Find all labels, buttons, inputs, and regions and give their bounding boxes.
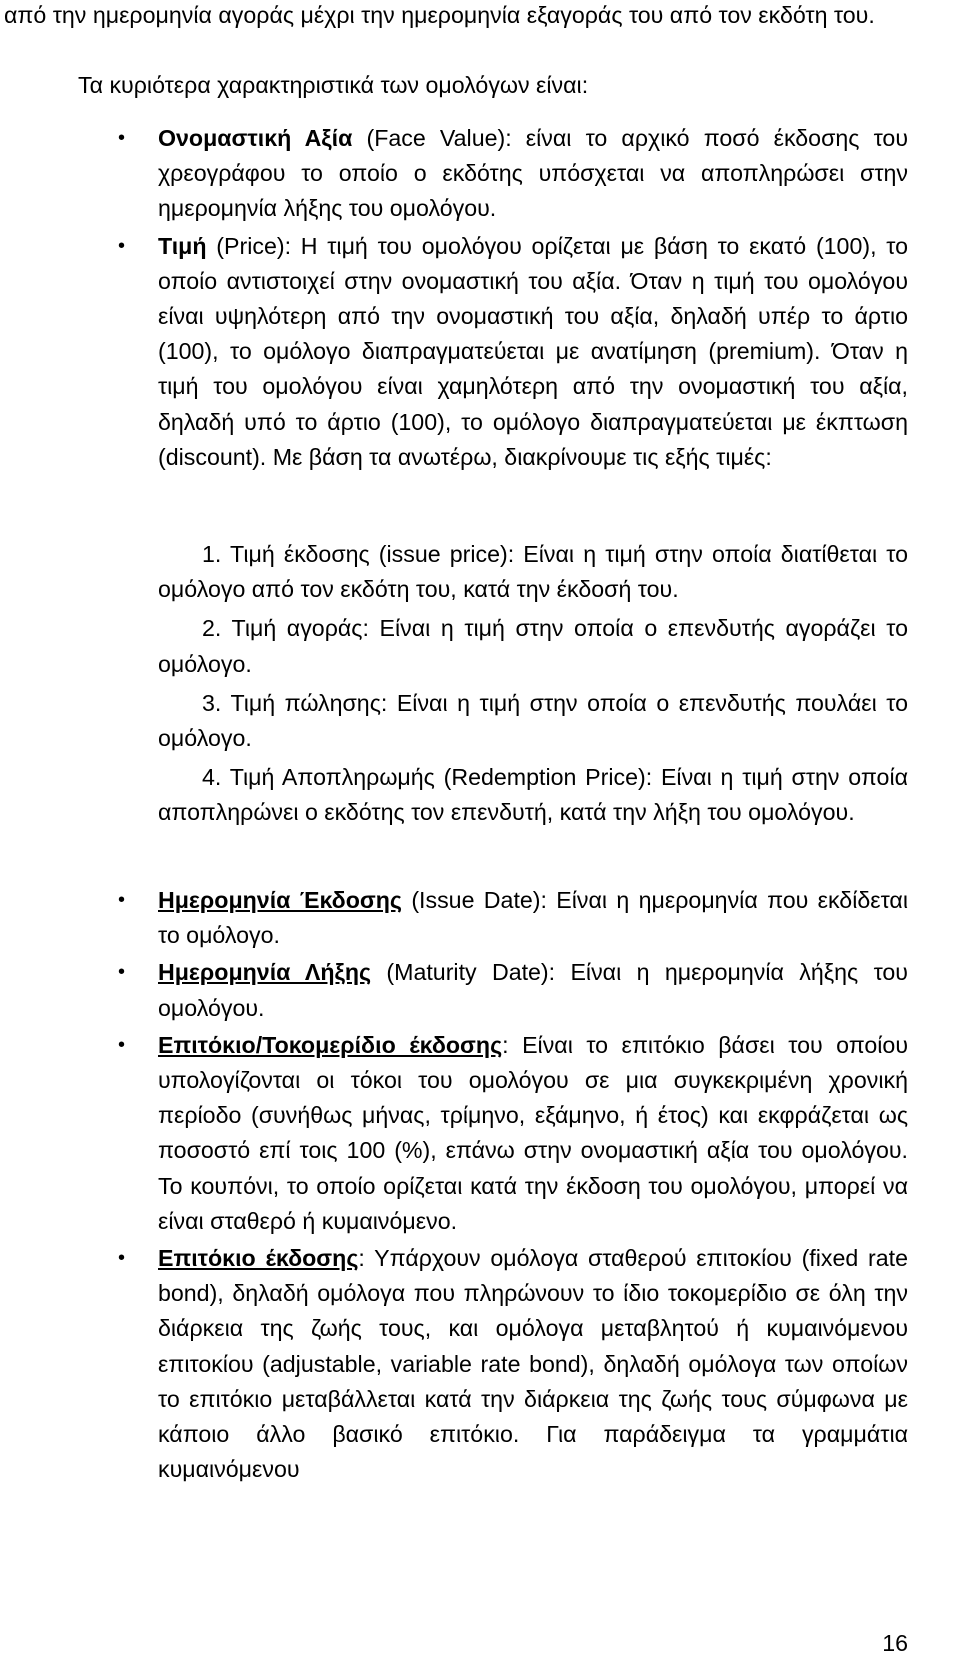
bullet-icon: •	[118, 127, 126, 149]
item-number: 1.	[202, 541, 222, 567]
list-item-issue-rate: • Επιτόκιο έκδοσης: Υπάρχουν ομόλογα σταθερού επιτοκίου (fixed rate bond), δηλαδή ομόλογα που πληρώνουν το ίδιο τοκομερίδιο σε όλη την διάρκεια της ζωής τους, και ομόλογα μεταβλητού ή κυμαινόμενου επιτοκίου (adjustable, variable rate bond), δηλαδή ομόλογα των οποίων το επιτόκιο μεταβάλλεται κατά την διάρκεια της ζωής τους σύμφωνα με κάποιο άλλο βασικό επιτόκιο. Για παράδειγμα τα γραμμάτια κυμαινόμενου	[158, 1241, 908, 1487]
bullet-icon: •	[118, 1033, 126, 1056]
paragraph-intro: Τα κυριότερα χαρακτηριστικά των ομολόγων είναι:	[78, 72, 589, 98]
price-types-list	[158, 537, 908, 835]
term-face-value: Ονομαστική Αξία	[158, 125, 353, 151]
item-number: 2.	[202, 615, 222, 642]
list-item-face-value: • Ονομαστική Αξία (Face Value): είναι το αρχικό ποσό έκδοσης του χρεογράφου το οποίο ο εκδότης υπόσχεται να αποπληρώσει στην ημερομηνία λήξης του ομολόγου.	[158, 121, 908, 227]
bullet-icon: •	[118, 1247, 126, 1270]
term-coupon: Επιτόκιο/Τοκομερίδιο έκδοσης	[158, 1031, 503, 1058]
list-item-issue-date: • Ημερομηνία Έκδοσης (Issue Date): Είναι η ημερομηνία που εκδίδεται το ομόλογο.	[158, 883, 908, 953]
item-number: 4.	[202, 764, 222, 791]
page-number: 16	[882, 1630, 908, 1656]
term-maturity-date: Ημερομηνία Λήξης	[158, 959, 372, 986]
term-issue-date: Ημερομηνία Έκδοσης	[158, 887, 402, 913]
paragraph-continuation: από την ημερομηνία αγοράς μέχρι την ημερομηνία εξαγοράς του από τον εκδότη του.	[4, 2, 875, 28]
list-item-maturity-date: • Ημερομηνία Λήξης (Maturity Date): Είναι η ημερομηνία λήξης του ομολόγου.	[158, 955, 908, 1025]
bullet-icon: •	[118, 961, 126, 984]
list-item-price: • Τιμή (Price): Η τιμή του ομολόγου ορίζεται με βάση το εκατό (100), το οποίο αντιστοιχεί στην ονομαστική του αξία. Όταν η τιμή του ομολόγου είναι υψηλότερη από την ονομαστική του αξία, δηλαδή υπέρ το άρτιο (100), το ομόλογο διαπραγματεύεται με ανατίμηση (premium). Όταν η τιμή του ομολόγου είναι χαμηλότερη από την ονομαστική του αξία, δηλαδή υπό το άρτιο (100), το ομόλογο διαπραγματεύεται με έκπτωση (discount). Με βάση τα ανωτέρω, διακρίνουμε τις εξής τιμές:	[158, 229, 908, 475]
term-issue-rate: Επιτόκιο έκδοσης	[158, 1245, 359, 1272]
characteristics-list-1	[118, 121, 908, 475]
list-item-issue-price: 1. Τιμή έκδοσης (issue price): Είναι η τιμή στην οποία διατίθεται το ομόλογο από τον εκδότη του, κατά την έκδοσή του.	[158, 541, 908, 603]
bullet-icon: •	[118, 889, 126, 911]
term-price: Τιμή	[158, 232, 207, 259]
list-item-redemption-price: 4. Τιμή Αποπληρωμής (Redemption Price): Είναι η τιμή στην οποία αποπληρώνει ο εκδότης τον επενδυτή, κατά την λήξη του ομολόγου.	[158, 764, 908, 826]
item-number: 3.	[202, 689, 222, 716]
list-item-coupon: • Επιτόκιο/Τοκομερίδιο έκδοσης: Είναι το επιτόκιο βάσει του οποίου υπολογίζονται οι τόκοι του ομολόγου σε μια συγκεκριμένη χρονική περίοδο (συνήθως μήνας, τρίμηνο, εξάμηνο, ή έτος) και εκφράζεται ως ποσοστό επί τοις 100 (%), επάνω στην ονομαστική αξία του ομολόγου. Το κουπόνι, το οποίο ορίζεται κατά την έκδοση του ομολόγου, μπορεί να είναι σταθερό ή κυμαινόμενο.	[158, 1028, 908, 1239]
list-item-purchase-price: 2. Τιμή αγοράς: Είναι η τιμή στην οποία ο επενδυτής αγοράζει το ομόλογο.	[158, 615, 908, 677]
list-item-sale-price: 3. Τιμή πώλησης: Είναι η τιμή στην οποία ο επενδυτής πουλάει το ομόλογο.	[158, 689, 908, 752]
characteristics-list-2	[118, 883, 908, 1487]
bullet-icon: •	[118, 234, 126, 257]
